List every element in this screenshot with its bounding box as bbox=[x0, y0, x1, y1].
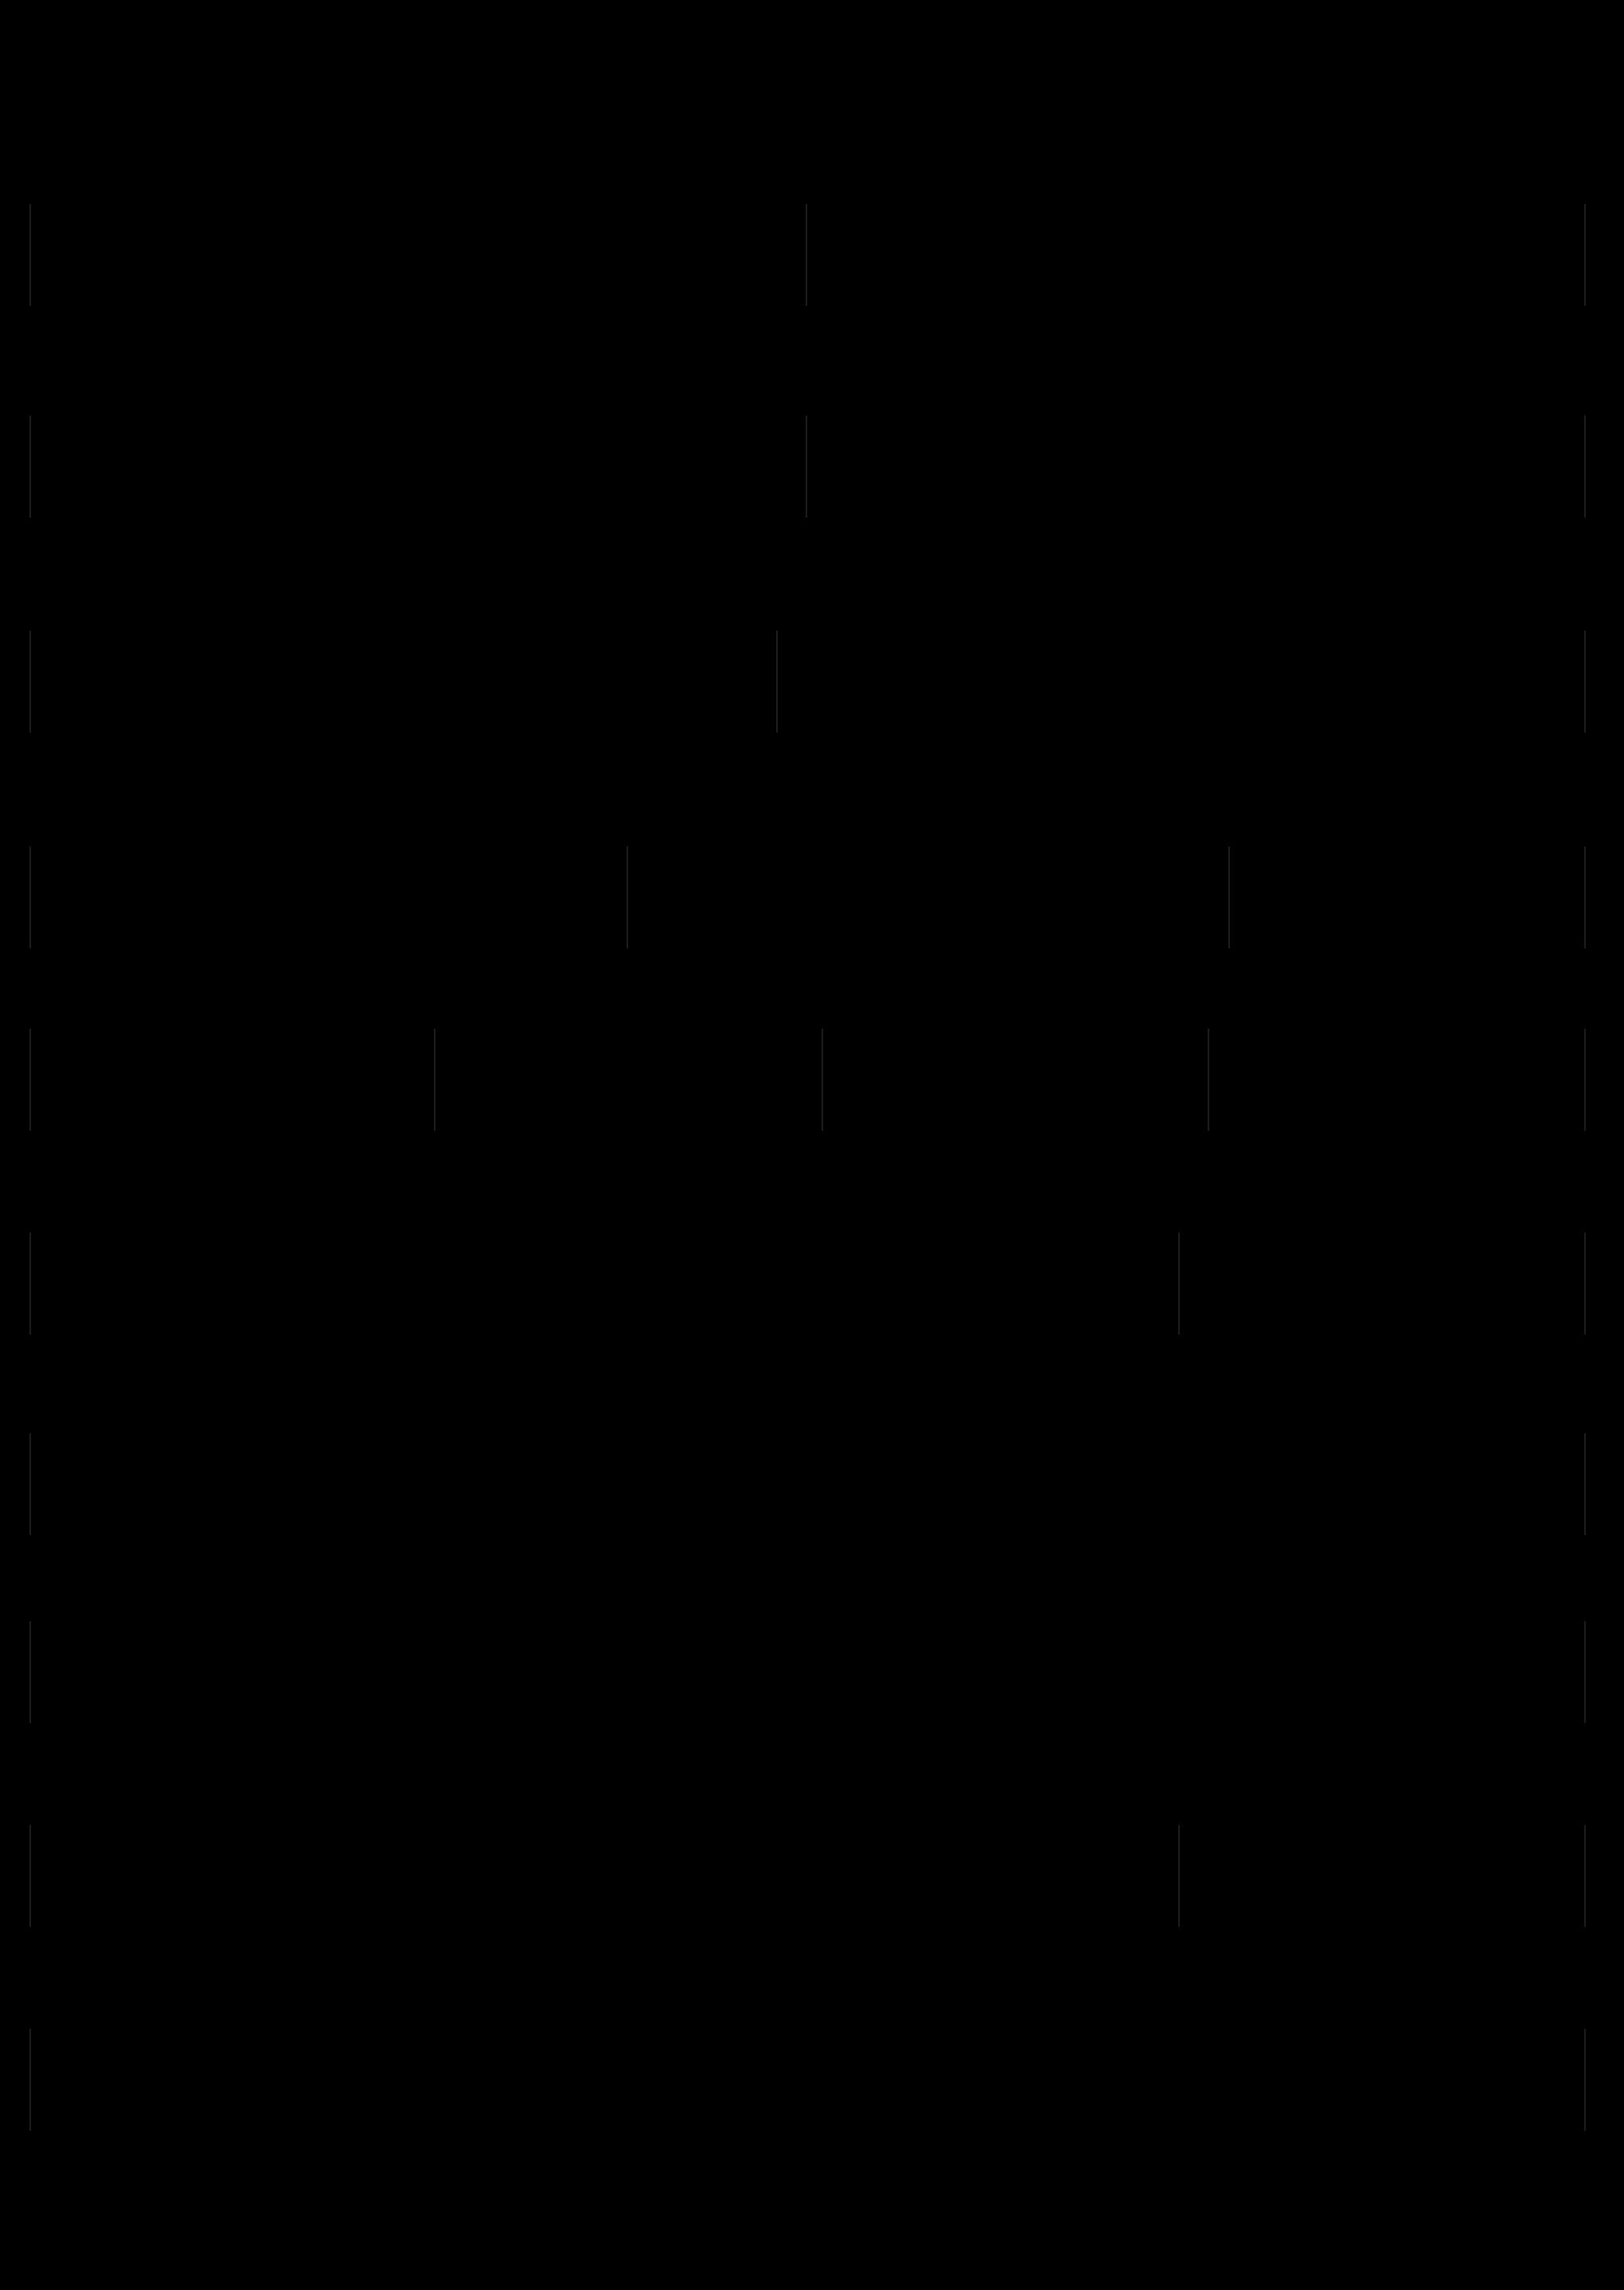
row-divider bbox=[1584, 204, 1586, 306]
row-divider bbox=[1584, 1029, 1586, 1131]
row-divider bbox=[1584, 1825, 1586, 1927]
row-divider bbox=[1178, 1825, 1180, 1927]
row-divider bbox=[806, 416, 807, 518]
row-divider bbox=[29, 416, 31, 518]
row-divider bbox=[1584, 416, 1586, 518]
row-divider bbox=[1228, 846, 1230, 948]
row-divider bbox=[29, 1825, 31, 1927]
row-divider bbox=[1584, 1621, 1586, 1723]
row-divider bbox=[1584, 1433, 1586, 1535]
row-divider bbox=[434, 1029, 435, 1131]
row-divider bbox=[29, 1621, 31, 1723]
row-divider bbox=[627, 846, 628, 948]
row-divider bbox=[1584, 846, 1586, 948]
row-divider bbox=[1584, 631, 1586, 733]
row-divider bbox=[1584, 2029, 1586, 2131]
row-divider bbox=[29, 1029, 31, 1131]
row-divider bbox=[776, 631, 778, 733]
row-divider bbox=[29, 2029, 31, 2131]
row-divider bbox=[1178, 1233, 1180, 1335]
row-divider bbox=[1584, 1233, 1586, 1335]
row-divider bbox=[29, 1233, 31, 1335]
row-divider bbox=[806, 204, 807, 306]
row-divider bbox=[29, 1433, 31, 1535]
row-divider bbox=[1208, 1029, 1209, 1131]
row-divider bbox=[29, 204, 31, 306]
row-divider bbox=[29, 846, 31, 948]
row-divider bbox=[29, 631, 31, 733]
row-divider bbox=[822, 1029, 823, 1131]
